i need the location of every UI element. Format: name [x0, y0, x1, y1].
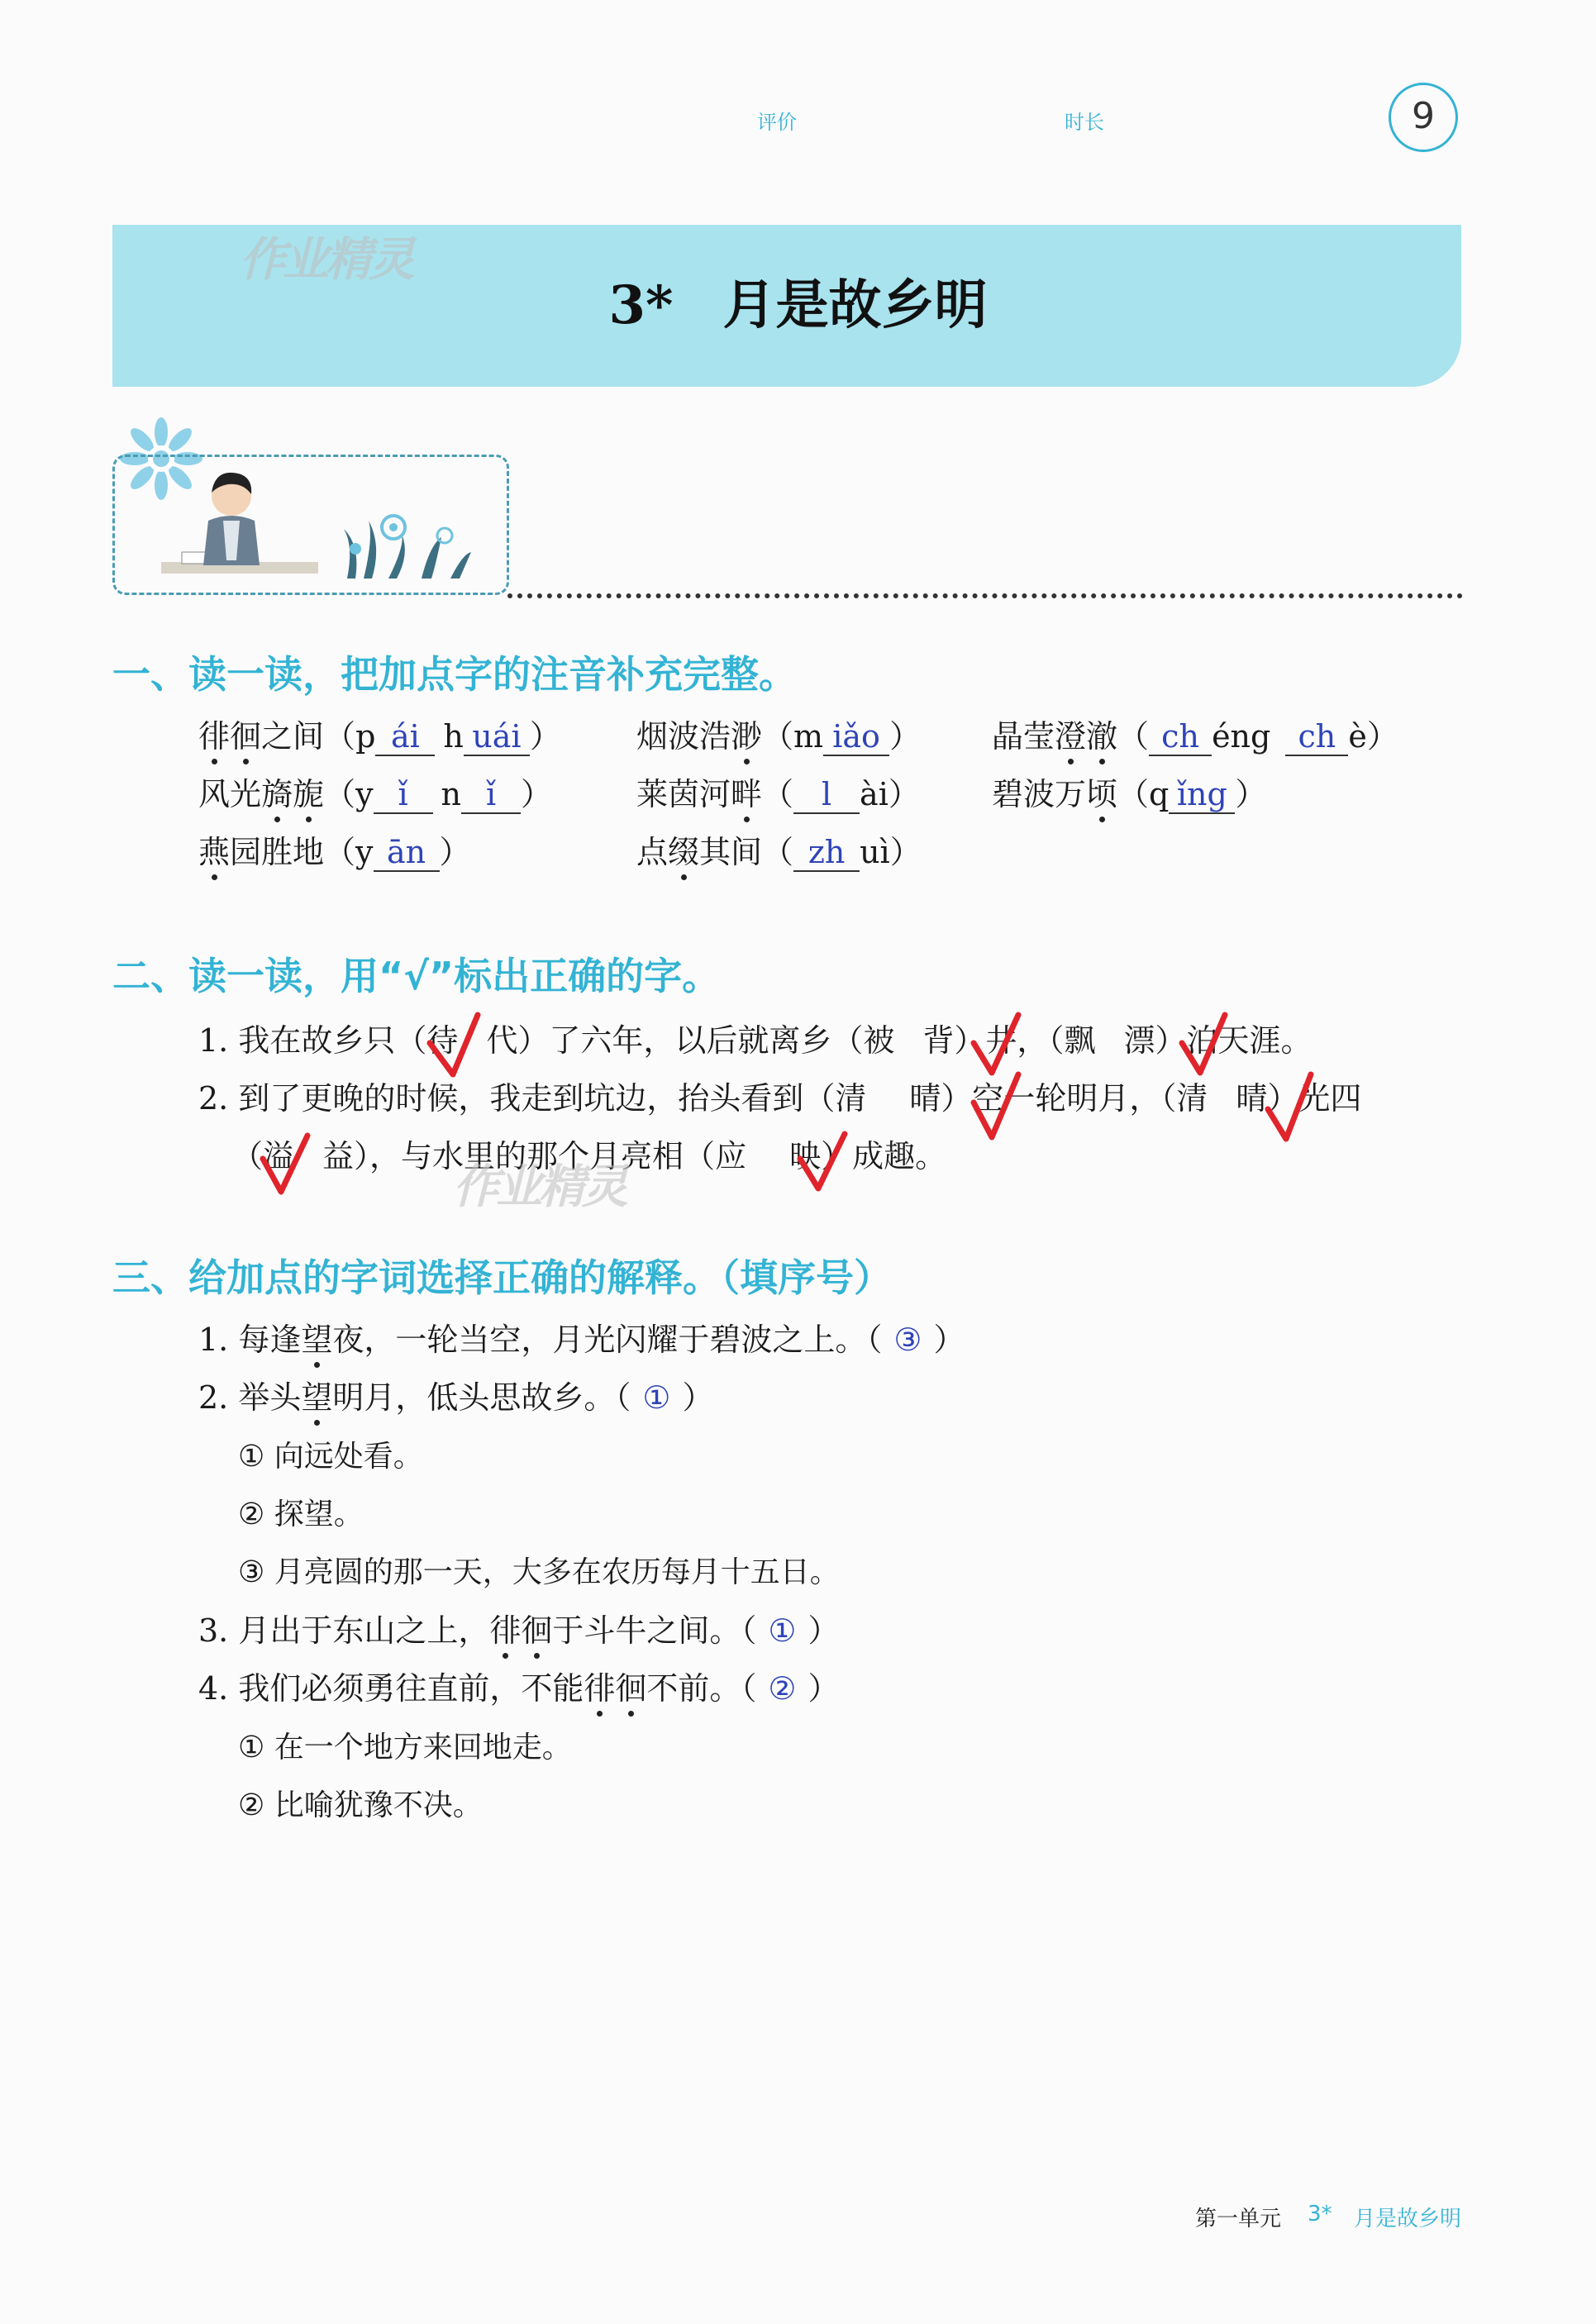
- option-dai-correct[interactable]: 待: [426, 1022, 459, 1059]
- pinyin-item-jingying: 晶莹澄澈（ ch éng ch è）: [992, 718, 1398, 755]
- option-list-1-item: ③ 月亮圆的那一天，大多在农历每月十五日。: [238, 1555, 840, 1589]
- word-yanbo: 烟波浩渺: [636, 718, 763, 755]
- pinyin-item-bibo: 碧波万顷（q ǐng ）: [992, 776, 1267, 812]
- rating-label: 评价: [757, 111, 797, 134]
- lesson-number: 3*: [608, 274, 674, 336]
- option-list-1-item: ① 向远处看。: [238, 1440, 423, 1474]
- section1-heading: 一、读一读，把加点字的注音补充完整。: [112, 652, 797, 697]
- word-paihuai: 徘徊之间: [198, 718, 325, 755]
- choice-line-2: 2. 到了更晚的时候，我走到坑边，抬头看到（清 晴）空一轮明月，（清 晴）光四: [198, 1080, 1362, 1117]
- option-yi[interactable]: 益: [322, 1138, 355, 1174]
- answer-blank[interactable]: ǐng: [1176, 776, 1227, 812]
- word-yanyuan: 燕园胜地: [198, 834, 325, 870]
- question-2: 2. 举头望明月，低头思故乡。（ ① ）: [198, 1379, 714, 1416]
- answer-q1[interactable]: ③: [893, 1322, 922, 1358]
- check-mark-icon: [1182, 1015, 1225, 1073]
- option-qing-sunny-correct[interactable]: 晴: [909, 1080, 941, 1117]
- word-jingying: 晶莹澄澈: [992, 718, 1118, 755]
- option-ying[interactable]: 应: [715, 1138, 747, 1174]
- answer-blank[interactable]: ǐ: [398, 776, 408, 812]
- check-mark-icon: [430, 1015, 478, 1074]
- pinyin-item-paihuai: 徘徊之间（p ái h uái ）: [198, 718, 561, 755]
- answer-blank[interactable]: uái: [472, 718, 522, 755]
- option-bei[interactable]: 被: [863, 1022, 895, 1059]
- word-laiyin: 莱茵河畔: [636, 776, 763, 812]
- check-mark-icon: [263, 1136, 307, 1192]
- section2-heading: 二、读一读，用“√”标出正确的字。: [112, 954, 721, 998]
- answer-blank[interactable]: ch: [1298, 718, 1336, 755]
- answer-blank[interactable]: ān: [386, 834, 426, 870]
- page-number: 9: [1389, 83, 1458, 152]
- answer-blank[interactable]: ǐ: [485, 776, 497, 812]
- footer-unit: 第一单元: [1195, 2207, 1282, 2231]
- choice-line-1: 1. 我在故乡只（待 代）了六年，以后就离乡（被 背）井，（飘 漂）泊天涯。: [198, 1022, 1313, 1059]
- pinyin-item-yini: 风光旖旎（y ǐ n ǐ ）: [198, 776, 553, 812]
- word-yini: 风光旖旎: [198, 776, 325, 812]
- answer-blank[interactable]: ái: [390, 718, 420, 755]
- option-qing-clear-correct[interactable]: 清: [1176, 1080, 1208, 1117]
- answer-blank[interactable]: l: [821, 776, 832, 812]
- question-4: 4. 我们必须勇往直前，不能徘徊不前。（ ② ）: [198, 1670, 840, 1707]
- watermark-middle: 作业精灵: [453, 1160, 625, 1214]
- choice-line-3: （溢 益），与水里的那个月亮相（应 映）成趣。: [231, 1138, 947, 1174]
- pinyin-item-laiyin: 莱茵河畔（ l ài）: [636, 776, 920, 812]
- answer-q4[interactable]: ②: [768, 1670, 797, 1707]
- answer-q3[interactable]: ①: [768, 1612, 797, 1649]
- check-mark-icon: [974, 1074, 1018, 1137]
- question-1: 1. 每逢望夜，一轮当空，月光闪耀于碧波之上。（ ③ ）: [198, 1322, 965, 1358]
- pinyin-item-yanyuan: 燕园胜地（y ān ）: [198, 834, 471, 870]
- option-list-2-item: ② 比喻犹豫不决。: [238, 1788, 483, 1822]
- pinyin-item-dianzhui: 点缀其间（ zh uì）: [636, 834, 922, 870]
- watermark-top: 作业精灵: [240, 233, 412, 287]
- answer-blank[interactable]: zh: [808, 834, 846, 870]
- question-3: 3. 月出于东山之上，徘徊于斗牛之间。（ ① ）: [198, 1612, 840, 1649]
- answer-blank[interactable]: iǎo: [832, 718, 880, 755]
- pinyin-item-yanbo: 烟波浩渺（m iǎo ）: [636, 718, 922, 755]
- option-qing[interactable]: 清: [835, 1080, 867, 1117]
- option-bei-correct[interactable]: 背: [922, 1022, 955, 1059]
- section3-heading: 三、给加点的字词选择正确的解释。（填序号）: [112, 1255, 892, 1300]
- word-dianzhui: 点缀其间: [636, 834, 763, 870]
- footer-lesson-number: 3*: [1308, 2202, 1332, 2226]
- option-piao-correct[interactable]: 漂: [1123, 1022, 1155, 1059]
- answer-q2[interactable]: ①: [642, 1379, 671, 1416]
- option-qing-sunny[interactable]: 晴: [1236, 1080, 1268, 1117]
- check-mark-icon: [800, 1134, 845, 1188]
- option-list-1-item: ② 探望。: [238, 1498, 364, 1531]
- option-dai[interactable]: 代: [486, 1022, 518, 1059]
- option-yi-correct[interactable]: 溢: [263, 1138, 295, 1174]
- option-list-2-item: ① 在一个地方来回地走。: [238, 1731, 572, 1764]
- check-mark-icon: [1268, 1074, 1311, 1139]
- option-ying-correct[interactable]: 映: [789, 1138, 822, 1174]
- check-mark-icon: [974, 1015, 1018, 1073]
- option-piao[interactable]: 飘: [1064, 1022, 1096, 1059]
- lesson-name: 月是故乡明: [722, 274, 988, 336]
- duration-label: 时长: [1065, 111, 1104, 134]
- answer-blank[interactable]: ch: [1161, 718, 1199, 755]
- footer-lesson-title: 月是故乡明: [1354, 2207, 1462, 2231]
- word-bibo: 碧波万顷: [992, 776, 1118, 812]
